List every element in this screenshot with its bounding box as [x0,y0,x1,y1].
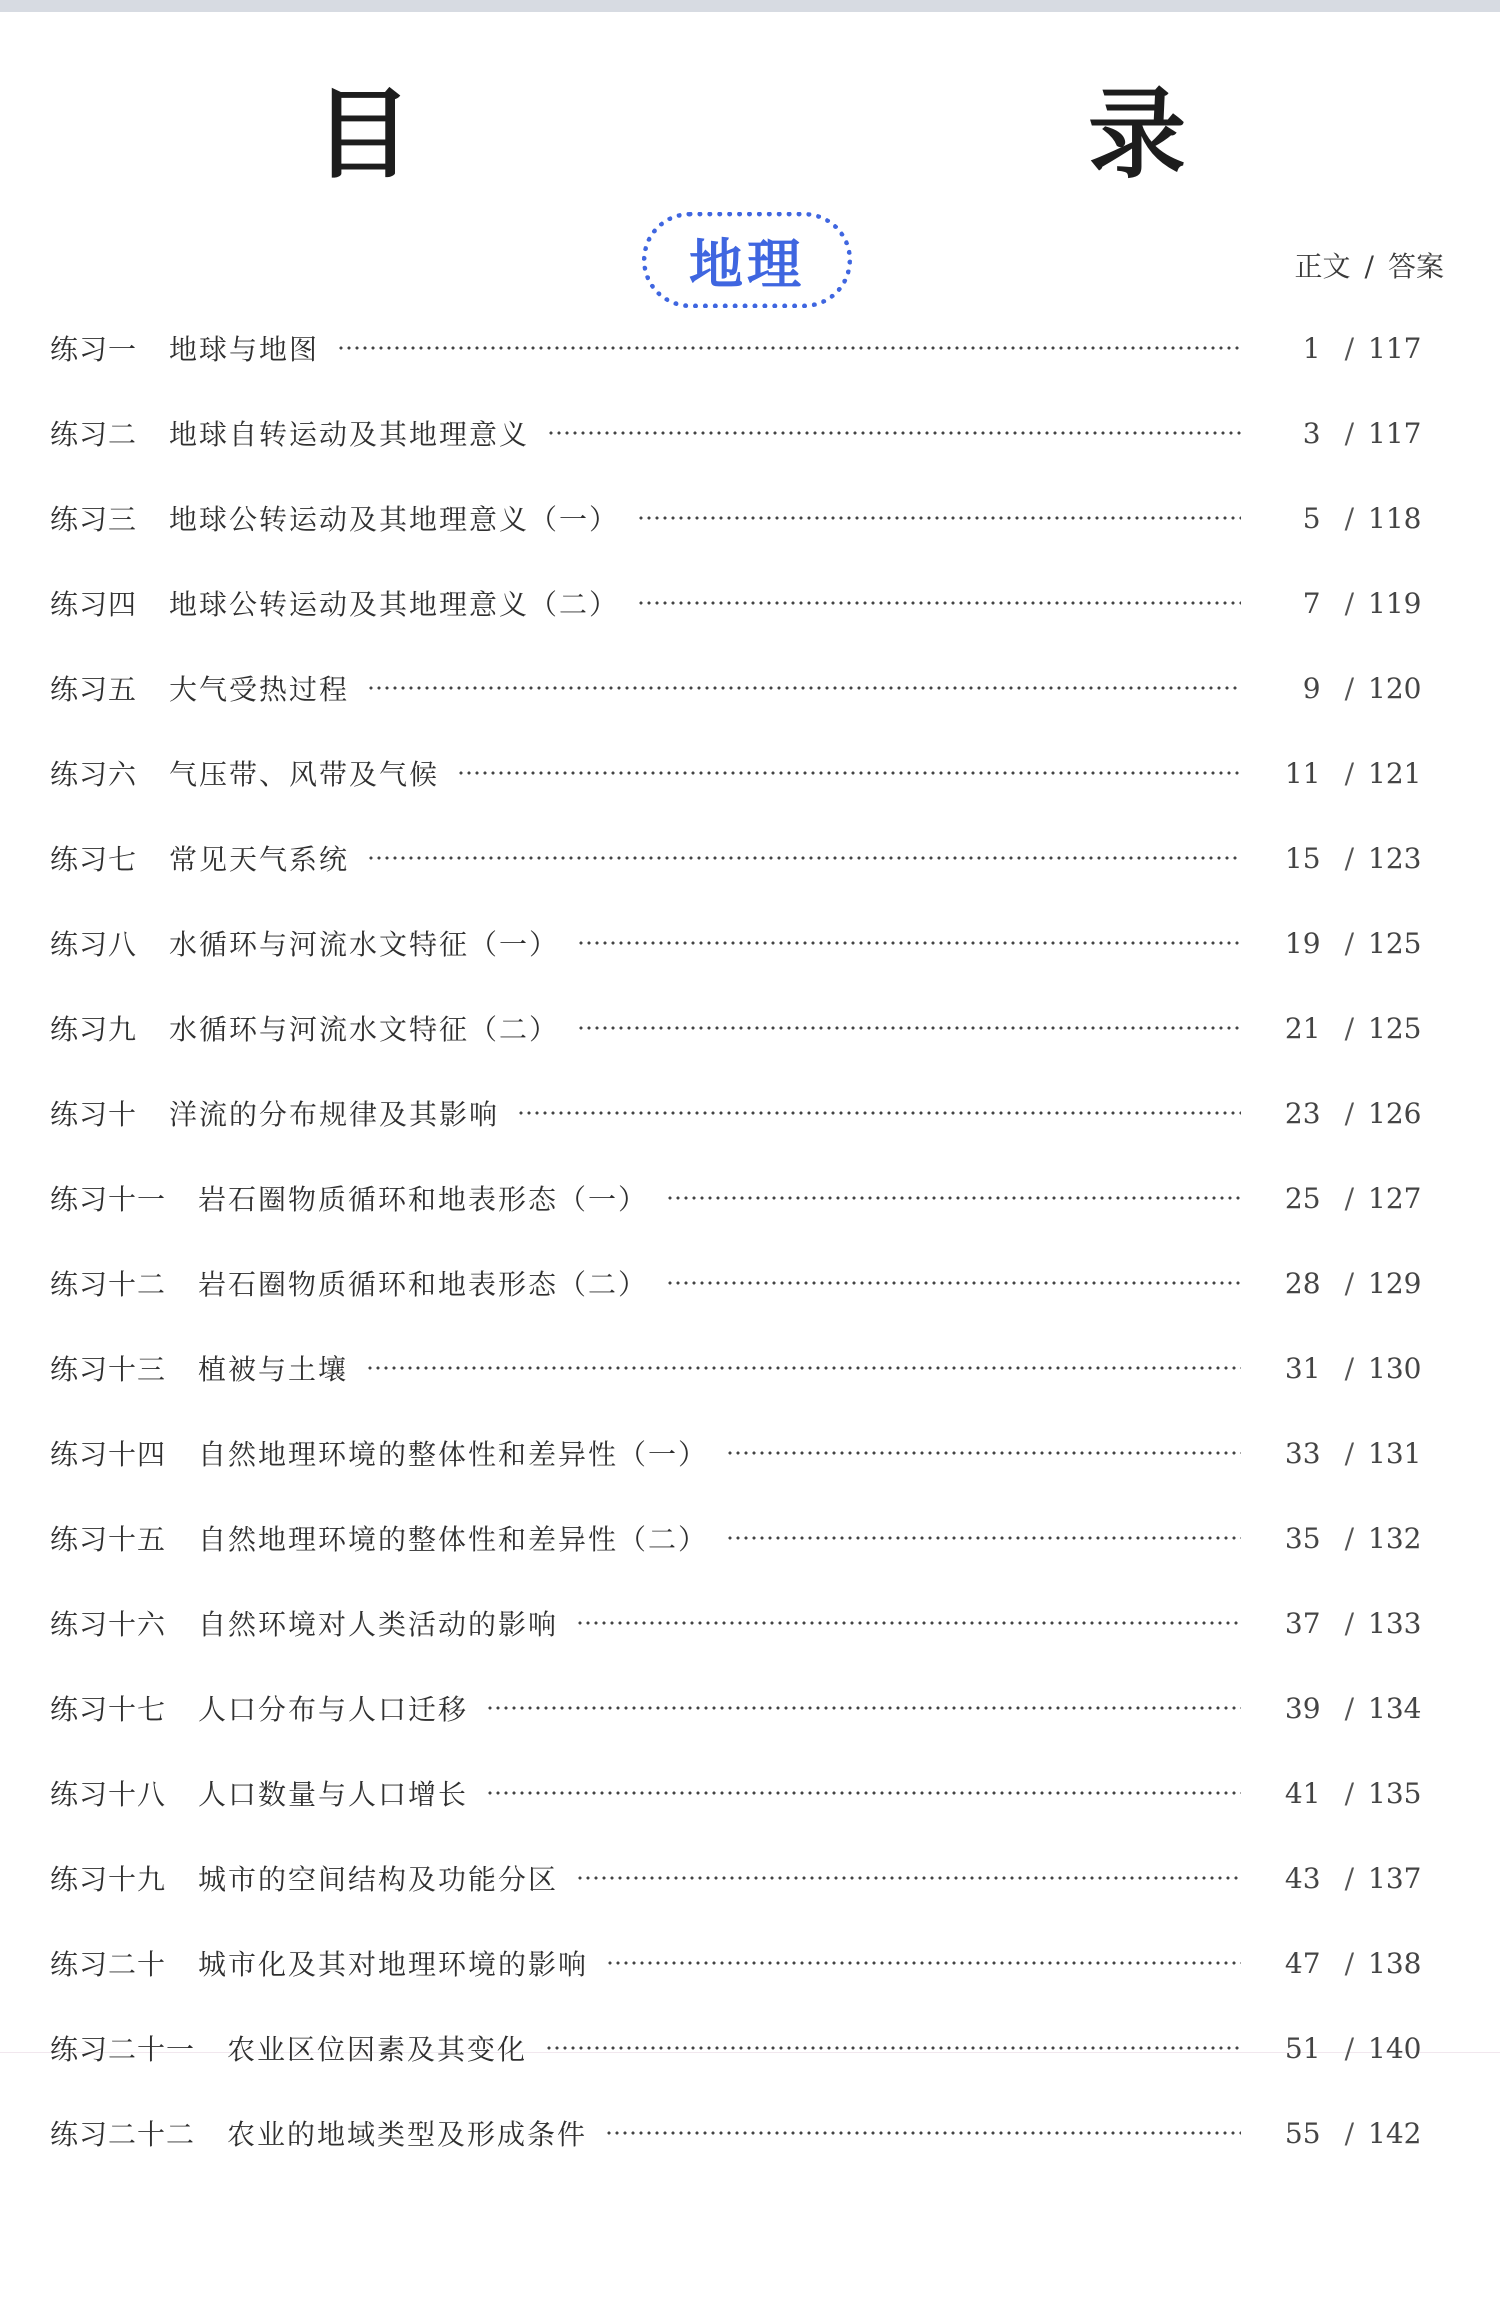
toc-entry[interactable] [50,1091,1434,1135]
toc-entry-number: 练习十八 [50,1778,167,1811]
toc-entry-number: 练习三 [50,503,138,536]
toc-entry-title: 城市化及其对地理环境的影响 [198,1948,589,1981]
toc-entry-page: 51 [1284,2031,1321,2065]
toc-dot-leader [457,770,1241,776]
toc-entry-separator: / [1344,1776,1354,1810]
toc-entry[interactable] [50,1346,1434,1390]
toc-entry[interactable] [50,751,1434,795]
toc-entry[interactable] [50,496,1434,540]
toc-entry-title: 植被与土壤 [198,1353,349,1386]
column-header-answer: 答案 [1387,250,1444,283]
toc-entry-page: 1 [1302,331,1321,365]
page-title: 目 录 [313,78,1346,192]
toc-entry-title: 水循环与河流水文特征（一） [169,928,560,961]
toc-dot-leader [726,1535,1241,1541]
toc-entry-number: 练习八 [50,928,138,961]
toc-entry-separator: / [1344,926,1354,960]
toc-entry-answer-page: 123 [1368,841,1422,875]
toc-entry-number: 练习十七 [50,1693,167,1726]
toc-entry-number: 练习九 [50,1013,138,1046]
toc-entry-separator: / [1344,2116,1354,2150]
toc-entry-answer-page: 126 [1368,1096,1422,1130]
toc-entry-title: 大气受热过程 [169,673,350,706]
toc-entry-answer-page: 121 [1368,756,1422,790]
toc-dot-leader [666,1280,1241,1286]
column-header-separator: / [1364,250,1374,283]
toc-entry-separator: / [1344,1011,1354,1045]
toc-entry-page: 41 [1284,1776,1321,1810]
toc-entry-page: 35 [1284,1521,1321,1555]
toc-entry-separator: / [1344,1266,1354,1300]
toc-entry[interactable] [50,411,1434,455]
toc-entry-separator: / [1344,841,1354,875]
toc-entry-title: 地球公转运动及其地理意义（一） [169,503,620,536]
toc-entry-number: 练习七 [50,843,138,876]
toc-entry-title: 农业区位因素及其变化 [227,2033,528,2066]
toc-entry[interactable] [50,1686,1434,1730]
toc-entry-answer-page: 140 [1368,2031,1422,2065]
toc-entry[interactable] [50,326,1434,370]
toc-entry-answer-page: 125 [1368,926,1422,960]
toc-dot-leader [577,940,1241,946]
toc-entry-answer-page: 131 [1368,1436,1422,1470]
toc-entry-number: 练习十 [50,1098,138,1131]
toc-dot-leader [577,1025,1241,1031]
toc-entry-separator: / [1344,1946,1354,1980]
toc-entry-answer-page: 127 [1368,1181,1422,1215]
toc-entry[interactable] [50,2111,1434,2155]
toc-entry-separator: / [1344,1606,1354,1640]
toc-entry-separator: / [1344,1351,1354,1385]
toc-entry-page: 47 [1284,1946,1321,1980]
toc-entry-page: 55 [1284,2116,1321,2150]
toc-dot-leader [637,515,1241,521]
toc-entry-page: 28 [1284,1266,1321,1300]
toc-entry[interactable] [50,1431,1434,1475]
toc-entry-page: 23 [1284,1096,1321,1130]
toc-entry-title: 人口数量与人口增长 [198,1778,469,1811]
toc-entry-number: 练习十六 [50,1608,167,1641]
toc-dot-leader [605,2130,1241,2136]
toc-entry[interactable] [50,1176,1434,1220]
toc-dot-leader [576,1620,1241,1626]
toc-dot-leader [367,855,1241,861]
toc-entry-number: 练习二十 [50,1948,167,1981]
toc-entry[interactable] [50,1856,1434,1900]
toc-entry-number: 练习十三 [50,1353,167,1386]
toc-entry-answer-page: 118 [1368,501,1422,535]
toc-entry-title: 自然环境对人类活动的影响 [198,1608,559,1641]
toc-entry-page: 19 [1284,926,1321,960]
toc-entry-title: 常见天气系统 [169,843,350,876]
toc-entry-title: 岩石圈物质循环和地表形态（二） [198,1268,649,1301]
subject-label: 地理 [689,232,805,296]
toc-entry-page: 9 [1302,671,1321,705]
toc-entry-page: 33 [1284,1436,1321,1470]
toc-entry-number: 练习十二 [50,1268,167,1301]
toc-entry-number: 练习五 [50,673,138,706]
toc-entry-answer-page: 130 [1368,1351,1422,1385]
toc-entry[interactable] [50,1601,1434,1645]
toc-entry-answer-page: 129 [1368,1266,1422,1300]
toc-entry-number: 练习二十一 [50,2033,196,2066]
toc-entry-answer-page: 120 [1368,671,1422,705]
toc-entry-separator: / [1344,331,1354,365]
toc-dot-leader [486,1705,1241,1711]
toc-entry-title: 城市的空间结构及功能分区 [198,1863,559,1896]
toc-entry[interactable] [50,1516,1434,1560]
toc-entry-page: 7 [1302,586,1321,620]
toc-entry-number: 练习十九 [50,1863,167,1896]
toc-entry-title: 洋流的分布规律及其影响 [169,1098,500,1131]
toc-entry[interactable] [50,921,1434,965]
toc-entry-separator: / [1344,2031,1354,2065]
toc-entry[interactable] [50,1006,1434,1050]
toc-dot-leader [545,2045,1241,2051]
toc-entry-separator: / [1344,1096,1354,1130]
toc-entry[interactable] [50,1941,1434,1985]
toc-entry-title: 自然地理环境的整体性和差异性（一） [198,1438,709,1471]
toc-entry-separator: / [1344,416,1354,450]
toc-entry[interactable] [50,1771,1434,1815]
toc-entry[interactable] [50,1261,1434,1305]
toc-dot-leader [337,345,1241,351]
toc-entry-answer-page: 133 [1368,1606,1422,1640]
toc-entry-separator: / [1344,1436,1354,1470]
toc-entry-number: 练习四 [50,588,138,621]
toc-entry-title: 人口分布与人口迁移 [198,1693,469,1726]
toc-entry-number: 练习十五 [50,1523,167,1556]
toc-dot-leader [517,1110,1241,1116]
toc-entry-page: 43 [1284,1861,1321,1895]
toc-entry-number: 练习十一 [50,1183,167,1216]
toc-entry-separator: / [1344,671,1354,705]
toc-entry-answer-page: 137 [1368,1861,1422,1895]
toc-entry-title: 气压带、风带及气候 [169,758,440,791]
toc-dot-leader [486,1790,1241,1796]
toc-entry-answer-page: 132 [1368,1521,1422,1555]
toc-entry-title: 地球自转运动及其地理意义 [169,418,530,451]
toc-entry-separator: / [1344,586,1354,620]
toc-entry-page: 11 [1284,756,1321,790]
toc-entry-separator: / [1344,1521,1354,1555]
toc-dot-leader [606,1960,1241,1966]
toc-dot-leader [666,1195,1241,1201]
toc-dot-leader [576,1875,1241,1881]
toc-entry[interactable] [50,581,1434,625]
toc-entry-page: 25 [1284,1181,1321,1215]
toc-entry-answer-page: 134 [1368,1691,1422,1725]
toc-dot-leader [367,685,1241,691]
toc-entry-answer-page: 125 [1368,1011,1422,1045]
toc-entry[interactable] [50,836,1434,880]
toc-entry-number: 练习二十二 [50,2118,196,2151]
toc-entry-answer-page: 138 [1368,1946,1422,1980]
toc-entry-answer-page: 117 [1368,416,1422,450]
toc-dot-leader [366,1365,1241,1371]
toc-entry[interactable] [50,666,1434,710]
toc-entry-answer-page: 117 [1368,331,1422,365]
toc-entry-title: 岩石圈物质循环和地表形态（一） [198,1183,649,1216]
toc-entry-separator: / [1344,1691,1354,1725]
toc-entry-title: 自然地理环境的整体性和差异性（二） [198,1523,709,1556]
toc-entry-separator: / [1344,756,1354,790]
toc-entry-number: 练习十四 [50,1438,167,1471]
toc-entry-answer-page: 119 [1368,586,1422,620]
toc-entry-title: 地球公转运动及其地理意义（二） [169,588,620,621]
column-header-main: 正文 [1294,250,1351,283]
toc-entry-page: 5 [1302,501,1321,535]
toc-entry-title: 水循环与河流水文特征（二） [169,1013,560,1046]
toc-entry-page: 21 [1284,1011,1321,1045]
toc-entry-page: 39 [1284,1691,1321,1725]
toc-entry-answer-page: 135 [1368,1776,1422,1810]
toc-entry-title: 农业的地域类型及形成条件 [227,2118,588,2151]
toc-entry-separator: / [1344,1861,1354,1895]
toc-entry-page: 37 [1284,1606,1321,1640]
toc-entry-number: 练习一 [50,333,138,366]
toc-entry-separator: / [1344,1181,1354,1215]
toc-entry[interactable] [50,2026,1434,2070]
toc-entry-page: 15 [1284,841,1321,875]
toc-dot-leader [726,1450,1241,1456]
toc-entry-page: 3 [1302,416,1321,450]
toc-entry-answer-page: 142 [1368,2116,1422,2150]
toc-entry-separator: / [1344,501,1354,535]
toc-dot-leader [637,600,1241,606]
toc-entry-page: 31 [1284,1351,1321,1385]
toc-dot-leader [547,430,1241,436]
toc-entry-number: 练习六 [50,758,138,791]
toc-entry-number: 练习二 [50,418,138,451]
toc-entry-title: 地球与地图 [169,333,320,366]
